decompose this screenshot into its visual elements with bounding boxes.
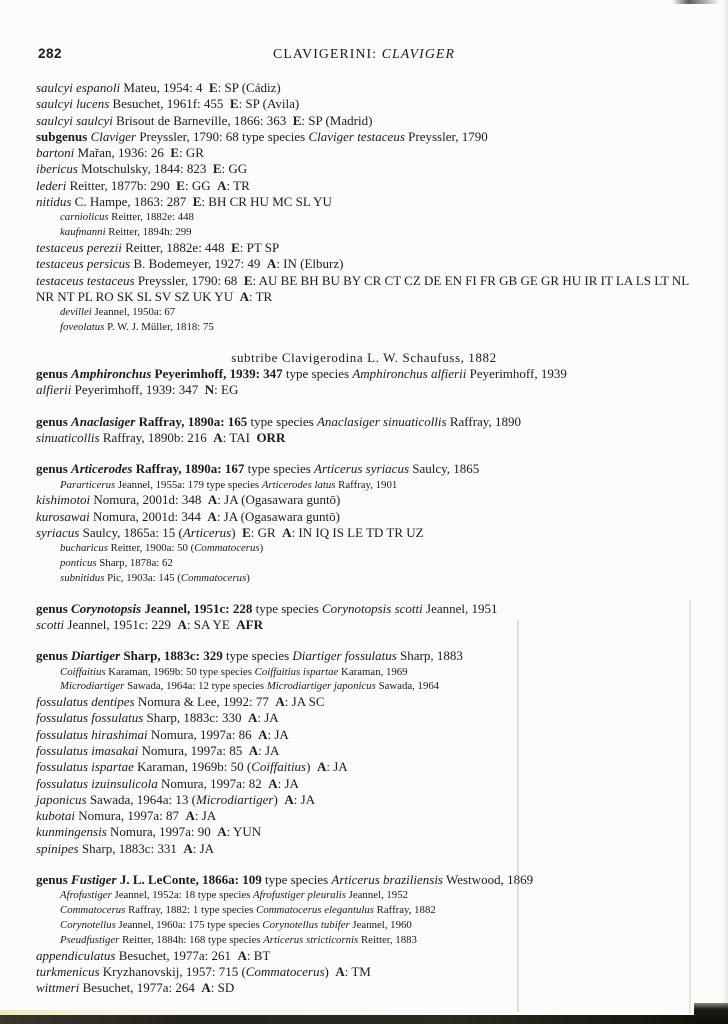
text-segment: : AU BE BH BU BY CR CT CZ DE EN FI FR GB GE GR HU IR IT LA LS LT NL NR NT PL RO SK SL SV SZ UK YU bbox=[36, 272, 693, 304]
text-segment: Afrofustiger pleuralis bbox=[253, 889, 346, 902]
text-segment: A bbox=[217, 824, 227, 840]
synonym-line bbox=[60, 478, 692, 493]
text-segment: Articerus braziliensis bbox=[331, 872, 443, 888]
text-segment: Jeannel, 1952a: 18 type species bbox=[111, 889, 254, 902]
species-line bbox=[36, 492, 692, 508]
text-segment: : JA bbox=[326, 759, 348, 775]
text-segment: Fustiger bbox=[71, 872, 117, 888]
text-segment: type species bbox=[261, 872, 332, 888]
species-line bbox=[36, 525, 692, 541]
text-segment: Sharp, 1883c: 329 bbox=[120, 648, 223, 664]
text-segment: Raffray, 1890a: 167 bbox=[132, 461, 245, 477]
genus-line bbox=[36, 872, 692, 888]
text-segment: spinipes bbox=[36, 840, 79, 856]
text-segment: : JA bbox=[277, 775, 299, 791]
text-segment: A bbox=[284, 791, 294, 807]
text-segment: Jeannel, 1960 bbox=[349, 918, 412, 931]
synonym-line bbox=[60, 888, 692, 903]
text-segment: : PT SP bbox=[239, 239, 280, 255]
text-segment: fossulatus izuinsulicola bbox=[36, 775, 158, 791]
text-segment: Nomura, 2001d: 348 bbox=[90, 492, 208, 508]
text-segment: Articerus syriacus bbox=[314, 461, 410, 477]
text-segment: : YUN bbox=[226, 824, 262, 840]
text-segment: : BT bbox=[246, 947, 271, 963]
running-title-italic: CLAVIGER bbox=[381, 46, 455, 61]
text-segment: Karaman, 1969 bbox=[338, 665, 408, 678]
text-segment: : JA bbox=[267, 726, 289, 742]
text-segment: Articerus bbox=[182, 524, 232, 540]
text-segment: Karaman, 1969b: 50 ( bbox=[133, 759, 252, 775]
text-segment: fossulatus ispartae bbox=[36, 759, 134, 775]
text-segment: Besuchet, 1977a: 261 bbox=[115, 947, 238, 963]
text-segment: nitidus bbox=[36, 194, 72, 210]
synonym-line bbox=[60, 918, 692, 933]
text-segment: Nomura, 1997a: 82 bbox=[157, 775, 269, 791]
text-segment: Corynotellus bbox=[60, 918, 116, 931]
species-line bbox=[36, 743, 692, 759]
text-segment: A bbox=[248, 710, 258, 726]
text-segment: A bbox=[237, 947, 247, 963]
text-segment: ) bbox=[246, 571, 250, 584]
text-segment: Coiffaitius ispartae bbox=[254, 665, 339, 678]
text-segment: Anaclasiger sinuaticollis bbox=[316, 413, 447, 429]
text-segment: kishimotoi bbox=[36, 492, 91, 508]
text-segment: alfierii bbox=[36, 382, 72, 398]
text-segment: Saulcy, 1865a: 15 ( bbox=[79, 524, 183, 540]
text-segment: Reitter, 1883 bbox=[358, 933, 417, 946]
text-segment: Articerodes bbox=[71, 461, 133, 477]
text-segment: carniolicus bbox=[60, 211, 109, 224]
text-segment: Peyerimhoff, 1939: 347 bbox=[71, 382, 205, 398]
text-segment: Pseudfustiger bbox=[60, 933, 120, 946]
species-line bbox=[36, 129, 692, 145]
text-segment: A bbox=[183, 840, 193, 856]
text-segment: foveolatus bbox=[60, 320, 105, 333]
text-segment: : IN IQ IS LE TD TR UZ bbox=[291, 524, 424, 540]
text-segment: Coiffaitius bbox=[251, 759, 307, 775]
text-segment: subgenus bbox=[36, 128, 91, 144]
text-segment: wittmeri bbox=[36, 980, 80, 996]
text-segment: ORR bbox=[256, 429, 286, 445]
species-line bbox=[36, 145, 692, 161]
text-segment: devillei bbox=[60, 306, 92, 319]
text-segment: Raffray, 1890 bbox=[446, 413, 521, 429]
text-segment: fossulatus dentipes bbox=[36, 694, 135, 710]
text-segment: A bbox=[207, 492, 218, 508]
text-segment: N bbox=[204, 382, 215, 398]
text-segment: Corynotopsis scotti bbox=[322, 600, 423, 616]
text-segment: : JA bbox=[293, 791, 316, 807]
species-line bbox=[36, 694, 692, 710]
text-segment: E bbox=[192, 194, 202, 210]
text-segment: Saulcy, 1865 bbox=[409, 461, 480, 477]
text-segment: japonicus bbox=[36, 791, 87, 807]
text-segment: Reitter, 1894h: 299 bbox=[105, 226, 192, 239]
text-segment: E bbox=[176, 177, 185, 193]
species-line bbox=[36, 617, 692, 633]
species-line bbox=[36, 113, 692, 129]
text-segment: testaceus testaceus bbox=[36, 272, 135, 288]
text-segment: AFR bbox=[236, 616, 264, 632]
synonym-line bbox=[60, 903, 692, 918]
text-segment: lederi bbox=[36, 177, 67, 193]
text-segment: : SP (Madrid) bbox=[301, 112, 373, 128]
text-segment: Preyssler, 1790: 68 type species bbox=[136, 128, 309, 144]
text-segment: : JA bbox=[192, 840, 215, 856]
text-segment: : GG bbox=[184, 177, 218, 193]
text-segment: genus bbox=[36, 648, 72, 664]
text-segment: Peyerimhoff, 1939: 347 bbox=[151, 366, 283, 382]
species-line bbox=[36, 792, 692, 808]
text-segment: Raffray, 1882 bbox=[373, 904, 436, 917]
text-segment: J. L. LeConte, 1866a: 109 bbox=[116, 872, 262, 888]
text-segment: Reitter, 1882e: 448 bbox=[108, 211, 194, 224]
text-segment: : TR bbox=[248, 288, 273, 304]
text-segment: A bbox=[266, 256, 277, 272]
text-segment: : TM bbox=[344, 963, 371, 979]
text-segment: genus bbox=[36, 600, 72, 616]
text-segment: Pararticerus bbox=[60, 478, 116, 491]
text-segment: : SP (Cádiz) bbox=[217, 80, 281, 95]
text-segment: : IN (Elburz) bbox=[276, 256, 344, 272]
text-segment: : SP (Avila) bbox=[238, 96, 300, 112]
text-segment: : EG bbox=[214, 382, 239, 398]
text-segment: syriacus bbox=[36, 524, 80, 540]
text-segment: Besuchet, 1961f: 455 bbox=[109, 96, 230, 112]
genus-line bbox=[36, 366, 692, 382]
page-header bbox=[0, 46, 728, 66]
text-segment: : JA SC bbox=[284, 694, 325, 710]
scan-bottom-tint bbox=[0, 1010, 420, 1015]
text-segment: Reitter, 1882e: 448 bbox=[121, 239, 232, 255]
text-segment: Jeannel, 1951c: 228 bbox=[141, 600, 253, 616]
text-segment: : JA bbox=[257, 710, 279, 726]
text-segment: Sharp, 1878a: 62 bbox=[96, 557, 173, 570]
species-line bbox=[36, 727, 692, 743]
text-segment: Afrofustiger bbox=[60, 889, 112, 902]
synonym-line bbox=[60, 571, 692, 586]
text-segment: scotti bbox=[36, 616, 65, 632]
text-segment: Reitter, 1884h: 168 type species bbox=[119, 933, 264, 946]
text-segment: turkmenicus bbox=[36, 963, 100, 979]
text-segment: ) bbox=[306, 759, 317, 775]
text-segment: kubotai bbox=[36, 808, 75, 824]
text-segment: Raffray, 1890a: 165 bbox=[135, 413, 248, 429]
text-segment: Jeannel, 1950a: 67 bbox=[91, 306, 176, 319]
text-segment: Anaclasiger bbox=[71, 413, 136, 429]
text-segment: ) bbox=[273, 791, 285, 807]
text-segment: A bbox=[268, 775, 278, 791]
subtribe-heading bbox=[36, 350, 692, 366]
running-title-roman: CLAVIGERINI: bbox=[273, 46, 382, 61]
species-line bbox=[36, 964, 692, 980]
text-segment: A bbox=[275, 694, 285, 710]
synonym-line bbox=[60, 225, 692, 240]
species-line bbox=[36, 710, 692, 726]
text-segment: type species bbox=[252, 600, 323, 616]
synonym-line bbox=[60, 665, 692, 680]
text-segment: A bbox=[248, 742, 259, 758]
text-segment: Besuchet, 1977a: 264 bbox=[79, 980, 202, 996]
text-segment: ponticus bbox=[60, 557, 97, 570]
text-segment: Corynotopsis bbox=[71, 600, 142, 616]
species-line bbox=[36, 382, 692, 398]
species-line bbox=[36, 96, 692, 112]
text-segment: Claviger testaceus bbox=[308, 128, 405, 144]
text-segment: E bbox=[231, 239, 240, 255]
text-segment: Diartiger bbox=[71, 648, 121, 664]
synonym-line bbox=[60, 933, 692, 948]
text-segment: C. Hampe, 1863: 287 bbox=[71, 194, 193, 210]
text-segment: ) bbox=[324, 963, 336, 979]
text-segment: Articerodes latus bbox=[261, 478, 336, 491]
text-segment: A bbox=[177, 616, 187, 632]
text-segment: E bbox=[170, 145, 180, 161]
text-segment: : JA (Ogasawara guntō) bbox=[216, 508, 340, 524]
text-segment: bucharicus bbox=[60, 542, 108, 555]
text-segment: ) bbox=[231, 524, 243, 540]
text-segment: Commatocerus bbox=[194, 542, 260, 555]
text-segment: Claviger bbox=[90, 128, 137, 144]
text-segment: P. W. J. Müller, 1818: 75 bbox=[104, 320, 214, 333]
text-segment: subnitidus bbox=[60, 571, 105, 584]
text-segment: Corynotellus tubifer bbox=[262, 918, 350, 931]
species-line bbox=[36, 430, 692, 446]
synonym-line bbox=[60, 556, 692, 571]
text-segment: E bbox=[243, 272, 253, 288]
text-segment: kaufmanni bbox=[60, 226, 106, 239]
text-segment: : GR bbox=[250, 524, 283, 540]
text-segment: Preyssler, 1790 bbox=[404, 128, 488, 144]
species-line bbox=[36, 161, 692, 177]
synonym-line bbox=[60, 541, 692, 556]
text-segment: A bbox=[185, 808, 195, 824]
text-segment: : BH CR HU MC SL YU bbox=[201, 194, 332, 210]
genus-line bbox=[36, 461, 692, 477]
species-line bbox=[36, 759, 692, 775]
text-segment: Raffray, 1901 bbox=[335, 478, 398, 491]
text-segment: E bbox=[242, 524, 251, 540]
text-segment: A bbox=[282, 524, 292, 540]
text-segment: Sharp, 1883c: 330 bbox=[143, 710, 248, 726]
text-segment: Kryzhanovskij, 1957: 715 ( bbox=[99, 963, 246, 979]
text-segment: Brisout de Barneville, 1866: 363 bbox=[112, 112, 293, 128]
text-segment: genus bbox=[36, 366, 72, 382]
text-segment: Mařan, 1936: 26 bbox=[74, 145, 171, 161]
text-segment: Pic, 1903a: 145 ( bbox=[104, 571, 181, 584]
text-segment: : JA bbox=[258, 742, 280, 758]
text-segment: Karaman, 1969b: 50 type species bbox=[105, 665, 255, 678]
text-segment: Commatocerus bbox=[180, 571, 247, 584]
text-segment: Commatocerus bbox=[245, 963, 325, 979]
text-segment: Jeannel, 1960a: 175 type species bbox=[115, 918, 263, 931]
text-segment: : TR bbox=[226, 177, 250, 193]
genus-line bbox=[36, 601, 692, 617]
text-segment: Raffray, 1882: 1 type species bbox=[125, 904, 257, 917]
text-segment: Coiffaitius bbox=[60, 665, 106, 678]
species-line bbox=[36, 509, 692, 525]
text-segment: kunmingensis bbox=[36, 824, 107, 840]
text-segment: testaceus perezii bbox=[36, 239, 122, 255]
catalog-entries bbox=[36, 80, 692, 996]
text-segment: genus bbox=[36, 413, 72, 429]
text-segment: Nomura, 1997a: 90 bbox=[106, 824, 218, 840]
text-segment: A bbox=[201, 980, 211, 996]
text-segment: Sawada, 1964a: 12 type species bbox=[124, 680, 267, 693]
text-segment: E bbox=[229, 96, 239, 112]
text-segment: type species bbox=[222, 648, 293, 664]
text-segment: Jeannel, 1951c: 229 bbox=[64, 616, 178, 632]
text-segment: subtribe Clavigerodina L. W. Schaufuss, 1882 bbox=[231, 349, 497, 365]
species-line bbox=[36, 948, 692, 964]
text-segment: Diartiger fossulatus bbox=[292, 648, 397, 664]
species-line bbox=[36, 980, 692, 996]
text-segment: bartoni bbox=[36, 145, 75, 161]
text-segment: : TAI bbox=[222, 429, 257, 445]
text-segment: Microdiartiger bbox=[60, 680, 125, 693]
species-line bbox=[36, 194, 692, 210]
text-segment: Nomura, 2001d: 344 bbox=[89, 508, 208, 524]
text-segment: Reitter, 1900a: 50 ( bbox=[107, 542, 195, 555]
text-segment: B. Bodemeyer, 1927: 49 bbox=[130, 256, 267, 272]
species-line bbox=[36, 256, 692, 272]
text-segment: Articerus stricticornis bbox=[263, 933, 359, 946]
synonym-line bbox=[60, 305, 692, 320]
species-line bbox=[36, 273, 692, 306]
text-segment: fossulatus imasakai bbox=[36, 742, 139, 758]
text-segment: A bbox=[316, 759, 327, 775]
text-segment: A bbox=[258, 726, 268, 742]
text-segment: Jeannel, 1952 bbox=[345, 889, 408, 902]
text-segment: Sawada, 1964a: 13 ( bbox=[86, 791, 196, 807]
text-segment: E bbox=[212, 161, 222, 177]
text-segment: ) bbox=[259, 542, 264, 555]
text-segment: type species bbox=[247, 413, 317, 429]
synonym-line bbox=[60, 320, 692, 335]
text-segment: A bbox=[217, 177, 227, 193]
text-segment: A bbox=[207, 508, 217, 524]
text-segment: saulcyi saulcyi bbox=[36, 112, 113, 128]
text-segment: fossulatus hirashimai bbox=[36, 726, 148, 742]
text-segment: sinuaticollis bbox=[36, 429, 100, 445]
species-line bbox=[36, 776, 692, 792]
text-segment: testaceus persicus bbox=[36, 256, 131, 272]
text-segment: saulcyi espanoli bbox=[36, 80, 121, 95]
text-segment: : SA YE bbox=[186, 616, 237, 632]
text-segment: Nomura, 1997a: 85 bbox=[138, 742, 249, 758]
text-segment: Amphironchus bbox=[71, 366, 152, 382]
text-segment: type species bbox=[244, 461, 315, 477]
text-segment: : GR bbox=[179, 145, 204, 161]
text-segment: Amphironchus alfierii bbox=[352, 366, 467, 382]
text-segment: Microdiartiger japonicus bbox=[266, 680, 376, 693]
text-segment: Sharp, 1883 bbox=[396, 648, 463, 664]
text-segment: Nomura & Lee, 1992: 77 bbox=[134, 694, 276, 710]
text-segment: A bbox=[335, 963, 345, 979]
text-segment: : JA (Ogasawara guntō) bbox=[217, 492, 341, 508]
text-segment: fossulatus fossulatus bbox=[36, 710, 144, 726]
text-segment: saulcyi lucens bbox=[36, 96, 110, 112]
text-segment: Peyerimhoff, 1939 bbox=[466, 366, 567, 382]
text-segment: Mateu, 1954: 4 bbox=[120, 80, 209, 95]
text-segment: Nomura, 1997a: 87 bbox=[75, 808, 186, 824]
text-segment: Commatocerus bbox=[60, 904, 126, 917]
scan-bottom-right-corner bbox=[694, 1003, 728, 1024]
text-segment: Reitter, 1877b: 290 bbox=[66, 177, 177, 193]
text-segment: appendiculatus bbox=[36, 947, 116, 963]
species-line bbox=[36, 80, 692, 96]
text-segment: ibericus bbox=[36, 161, 78, 177]
species-line bbox=[36, 824, 692, 840]
genus-line bbox=[36, 414, 692, 430]
text-segment: Microdiartiger bbox=[195, 791, 274, 807]
species-line bbox=[36, 240, 692, 256]
synonym-line bbox=[60, 679, 692, 694]
text-segment: A bbox=[213, 429, 223, 445]
text-segment: Westwood, 1869 bbox=[443, 872, 534, 888]
species-line bbox=[36, 808, 692, 824]
scan-right-edge-shade bbox=[722, 0, 728, 1024]
text-segment: : GG bbox=[221, 161, 248, 177]
species-line bbox=[36, 178, 692, 194]
species-line bbox=[36, 841, 692, 857]
page-number: 282 bbox=[38, 46, 63, 61]
text-segment: Sawada, 1964 bbox=[375, 680, 440, 693]
text-segment: : SD bbox=[210, 980, 235, 996]
text-segment: kurosawai bbox=[36, 508, 90, 524]
running-title bbox=[0, 46, 728, 62]
text-segment: Nomura, 1997a: 86 bbox=[147, 726, 259, 742]
text-segment: Preyssler, 1790: 68 bbox=[134, 272, 244, 288]
text-segment: genus bbox=[36, 872, 72, 888]
text-segment: Commatocerus elegantulus bbox=[256, 904, 374, 917]
text-segment: genus bbox=[36, 461, 72, 477]
text-segment: Raffray, 1890b: 216 bbox=[99, 429, 214, 445]
text-segment: Motschulsky, 1844: 823 bbox=[77, 161, 213, 177]
synonym-line bbox=[60, 210, 692, 225]
text-segment: type species bbox=[282, 366, 353, 382]
scan-bottom-bar bbox=[0, 1015, 728, 1024]
text-segment: A bbox=[239, 288, 249, 304]
text-segment: Jeannel, 1951 bbox=[422, 600, 498, 616]
text-segment: E bbox=[208, 80, 218, 95]
scan-smudge-top-right bbox=[672, 0, 720, 4]
text-segment: : JA bbox=[194, 808, 217, 824]
genus-line bbox=[36, 648, 692, 664]
text-segment: Sharp, 1883c: 331 bbox=[78, 840, 184, 856]
text-segment: Jeannel, 1955a: 179 type species bbox=[115, 478, 262, 491]
text-segment: E bbox=[292, 112, 302, 128]
